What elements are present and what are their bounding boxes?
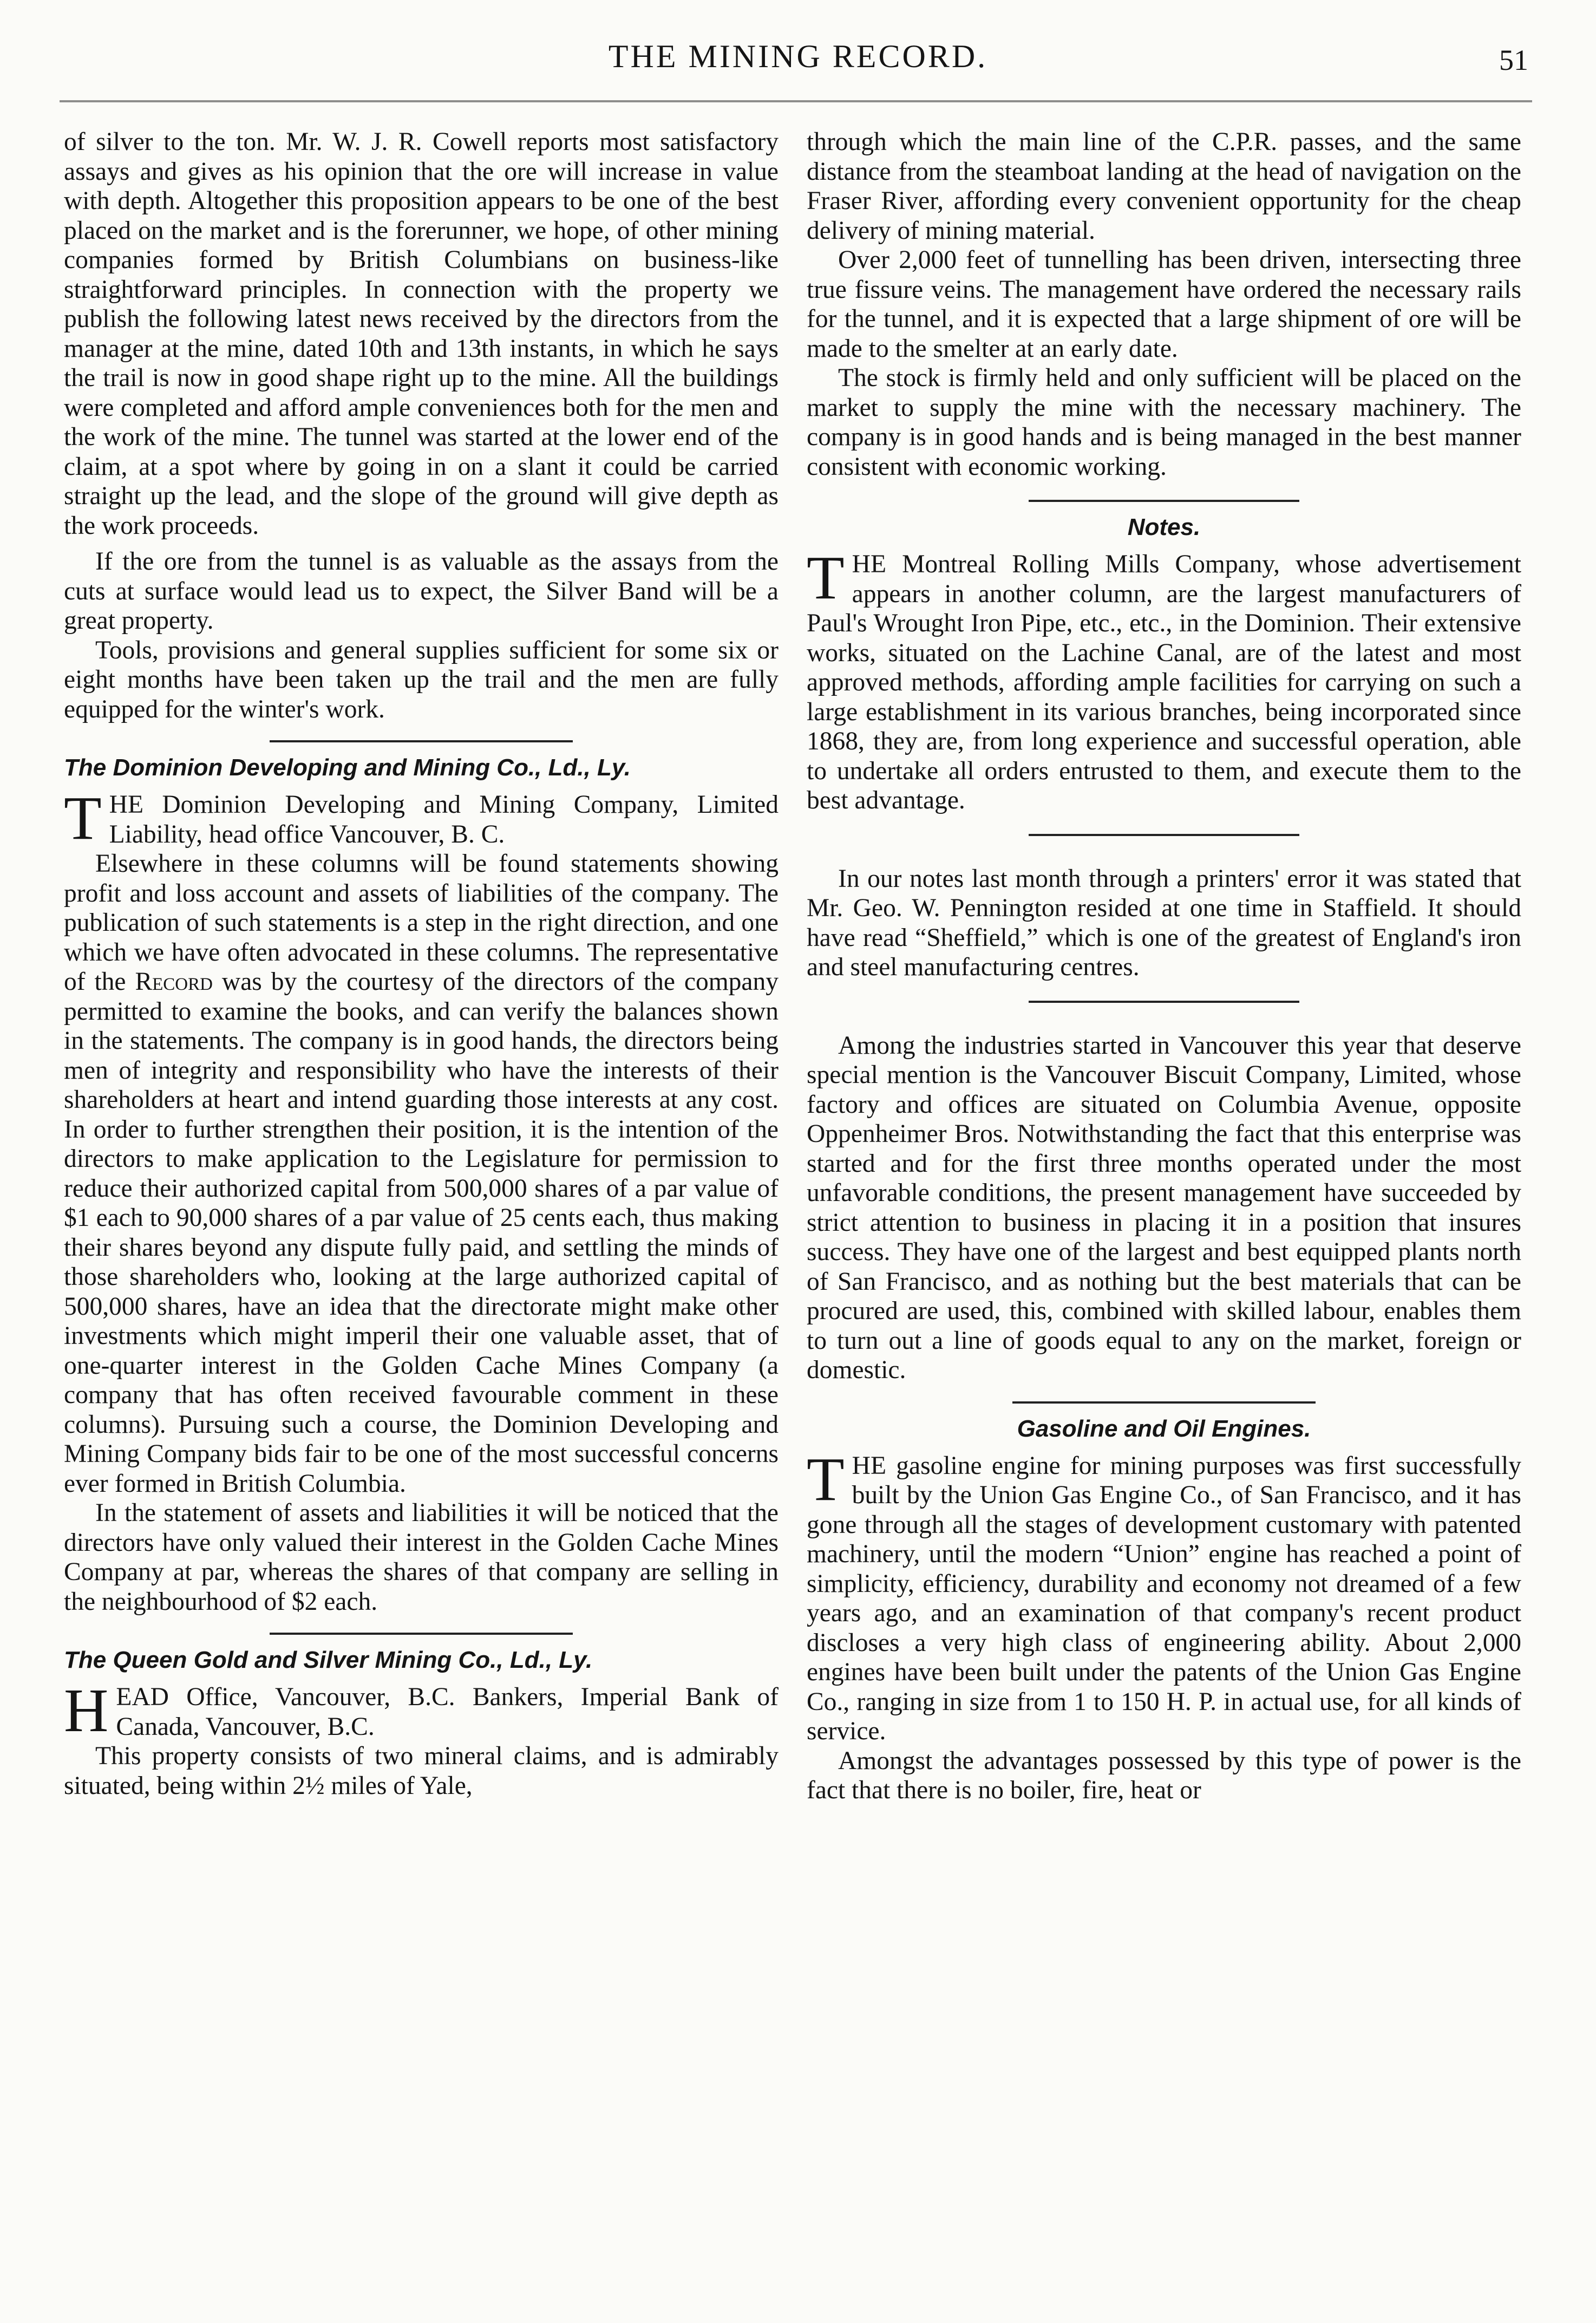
gasoline-section-heading: Gasoline and Oil Engines. — [1017, 1415, 1311, 1442]
dominion-p1-part-2: was by the courtesy of the directors of the company permitted to examine the books, and can verify the balances shown in the statements. The company is in good hands, the directors being men of integrity and responsibility who have the interests of their shareholders at heart and intend guarding those interests at any cost. In order to further strengthen their position, it is the intention of the directors to make application to the Legislature for permission to reduce their authorized capital from 500,000 shares of a par value of $1 each to 90,000 shares of a par value of 25 cents each, thus making their shares beyond any dispute fully paid, and settling the minds of those shareholders who, looking at the large authorized capital of 500,000 shares, have an idea that the directorate might make other investments which might imperil their one valuable asset, that of one-quarter interest in the Golden Cache Mines Company (a company that has often received favourable comment in these columns). Pursuing such a course, the Dominion Developing and Mining Company bids fair to be one of the most successful concerns ever formed in British Columbia. — [64, 968, 779, 1498]
notes-heading: Notes. — [1127, 514, 1201, 540]
section-divider — [1012, 1401, 1316, 1404]
section-divider — [270, 1633, 573, 1635]
left-column — [64, 127, 779, 1800]
note-divider — [1029, 834, 1299, 836]
section-divider — [1029, 500, 1299, 502]
silver-band-paragraph-3: Tools, provisions and general supplies sufficient for some six or eight months have been taken up the trail and the men are fully equipped for the winter's work. — [64, 636, 779, 723]
running-head — [0, 38, 1596, 81]
dominion-intro-text: HE Dominion Developing and Mining Company, Limited Liability, head office Vancouver, B. C. — [109, 791, 779, 849]
drop-cap: T — [807, 543, 845, 612]
record-smallcaps: Record — [135, 968, 213, 996]
queen-paragraph-2: Over 2,000 feet of tunnelling has been driven, intersecting three true fissure veins. The management have ordered the necessary rails for the tunnel, and it is expected that a large shipment of ore will be made to the smelter at an early date. — [807, 246, 1521, 363]
section-divider — [270, 740, 573, 742]
right-column — [807, 127, 1521, 1805]
errata-paragraph: In our notes last month through a printers' error it was stated that Mr. Geo. W. Pennington resided at one time in Staffield. It should have read “Sheffield,” which is one of the greatest of England's iron and steel manufacturing centres. — [807, 864, 1521, 981]
dominion-intro-paragraph — [64, 784, 779, 852]
montreal-text: HE Montreal Rolling Mills Company, whose advertisement appears in another column, are the largest manufacturers of Paul's Wrought Iron Pipe, etc., etc., in the Dominion. Their extensive works, situated on the Lachine Canal, are of the latest and most approved methods, affording ample facilities for carrying on such a large establishment in its various branches, being incorporated since 1868, they are, from long experience and successful operation, able to undertake all orders entrusted to them, and execute them to the best advantage. — [807, 550, 1521, 814]
page-number: 51 — [1499, 44, 1528, 76]
note-divider — [1029, 1001, 1299, 1003]
silver-band-paragraph-1: of silver to the ton. Mr. W. J. R. Cowell reports most satisfactory assays and gives as his opinion that the ore will increase in value with depth. Altogether this proposition appears to be one of the best placed on the market and is the forerunner, we hope, of other mining companies formed by British Columbians on business-like straightforward principles. In connection with the property we publish the following latest news received by the directors from the manager at the mine, dated 10th and 13th instants, in which he says the trail is now in good shape right up to the mine. All the buildings were completed and afford ample conveniences both for the men and the work of the mine. The tunnel was started at the lower end of the claim, at a spot where by going in on a slant it could be carried straight up the lead, and the slope of the ground will give depth as the work proceeds. — [64, 128, 779, 540]
queen-intro-paragraph — [64, 1676, 779, 1745]
queen-paragraph-3: The stock is firmly held and only sufficient will be placed on the market to supply the mine with the necessary machinery. The company is in good hands and is being managed in the best manner consistent with economic working. — [807, 364, 1521, 481]
drop-cap: T — [807, 1444, 845, 1513]
dominion-section-heading: The Dominion Developing and Mining Co., Ld., Ly. — [64, 754, 631, 781]
queen-section-heading: The Queen Gold and Silver Mining Co., Ld., Ly. — [64, 1647, 593, 1673]
vancouver-biscuit-paragraph: Among the industries started in Vancouver this year that deserve special mention is the Vancouver Biscuit Company, Limited, whose factory and offices are situated on Columbia Avenue, opposite Oppenheimer Bros. Notwithstanding the fact that this enterprise was started and for the first three months operated under the most unfavorable conditions, the present management have succeeded by strict attention to business in placing it in a position that insures success. They have one of the largest and best equipped plants north of San Francisco, and as nothing but the best materials that can be procured are used, this, combined with skilled labour, enables them to turn out a line of goods equal to any on the market, foreign or domestic. — [807, 1031, 1521, 1384]
gasoline-paragraph-2: Amongst the advantages possessed by this type of power is the fact that there is no boiler, fire, heat or — [807, 1746, 1521, 1804]
queen-paragraph-1-continued: through which the main line of the C.P.R. passes, and the same distance from the steamboat landing at the head of navigation on the Fraser River, affording every convenient opportunity for the cheap delivery of mining material. — [807, 128, 1521, 245]
montreal-rolling-mills-paragraph — [807, 543, 1521, 815]
gasoline-text: HE gasoline engine for mining purposes was first successfully built by the Union Gas Engine Co., of San Francisco, and it has gone through all the stages of development customary with patented machinery, until the modern “Union” engine has reached a point of simplicity, efficiency, durability and economy not dreamed of a few years ago, and an examination of that company's recent product discloses a very high class of engineering ability. About 2,000 engines have been built under the patents of the Union Gas Engine Co., ranging in size from 1 to 150 H. P. in actual use, for all kinds of service. — [807, 1451, 1521, 1745]
journal-title: THE MINING RECORD. — [608, 38, 988, 74]
drop-cap: H — [64, 1676, 109, 1745]
dominion-paragraph-1 — [64, 849, 779, 1498]
dominion-paragraph-2: In the statement of assets and liabilities it will be noticed that the directors have only valued their interest in the Golden Cache Mines Company at par, whereas the shares of that company are selling in the neighbourhood of $2 each. — [64, 1499, 779, 1616]
queen-intro-text: EAD Office, Vancouver, B.C. Bankers, Imperial Bank of Canada, Vancouver, B.C. — [116, 1683, 779, 1741]
header-rule — [60, 100, 1532, 102]
gasoline-paragraph-1 — [807, 1444, 1521, 1746]
silver-band-paragraph-2: If the ore from the tunnel is as valuable as the assays from the cuts at surface would lead us to expect, the Silver Band will be a great property. — [64, 547, 779, 635]
queen-paragraph-1: This property consists of two mineral claims, and is admirably situated, being within 2½ miles of Yale, — [64, 1742, 779, 1800]
dominion-p1-part-1: Elsewhere in these columns will be found statements showing profit and loss account and assets of liabilities of the company. The publication of such statements is a step in the right direction, and one which we have often advocated in these columns. The representative of the — [64, 850, 779, 996]
drop-cap: T — [64, 784, 102, 852]
